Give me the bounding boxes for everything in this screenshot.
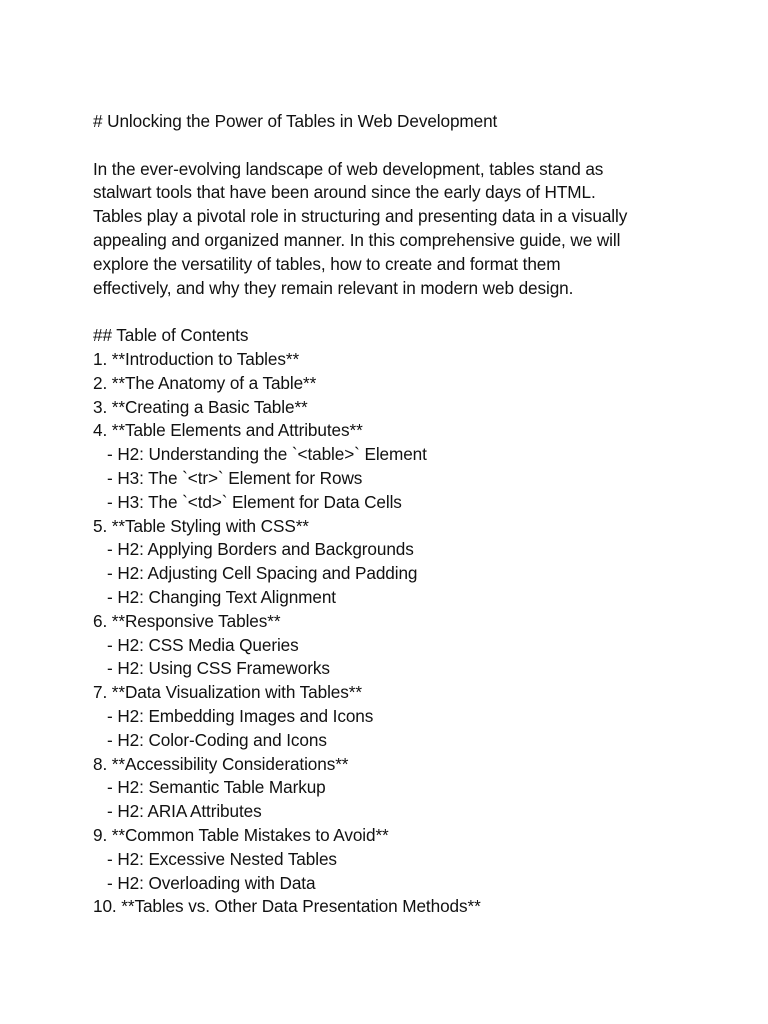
intro-line: stalwart tools that have been around since the early days of HTML. [93,182,596,203]
document-title: # Unlocking the Power of Tables in Web Development [93,111,498,131]
blank-line [93,300,713,324]
intro-line: explore the versatility of tables, how to create and format them [93,253,561,274]
toc-subitem: - H2: Color-Coding and Icons [93,729,327,750]
document-body [93,110,713,919]
toc-item: 5. **Table Styling with CSS** [93,515,309,536]
toc-list [93,348,713,919]
toc-item: 9. **Common Table Mistakes to Avoid** [93,824,389,845]
toc-item: 8. **Accessibility Considerations** [93,753,349,774]
intro-line: appealing and organized manner. In this comprehensive guide, we will [93,229,621,250]
intro-line: In the ever-evolving landscape of web development, tables stand as [93,158,604,179]
intro-line: Tables play a pivotal role in structuring and presenting data in a visually [93,206,628,227]
toc-item: 2. **The Anatomy of a Table** [93,372,317,393]
toc-subitem: - H2: Embedding Images and Icons [93,705,374,726]
toc-subitem: - H3: The `<tr>` Element for Rows [93,467,363,488]
toc-item: 7. **Data Visualization with Tables** [93,682,362,703]
toc-item: 4. **Table Elements and Attributes** [93,420,363,441]
toc-item: 1. **Introduction to Tables** [93,348,300,369]
toc-item: 10. **Tables vs. Other Data Presentation Methods** [93,896,481,917]
toc-subitem: - H2: Semantic Table Markup [93,777,326,798]
toc-subitem: - H2: Adjusting Cell Spacing and Padding [93,563,418,584]
toc-subitem: - H2: Using CSS Frameworks [93,658,330,679]
toc-subitem: - H2: Changing Text Alignment [93,586,336,607]
toc-heading: ## Table of Contents [93,325,249,346]
toc-subitem: - H2: Understanding the `<table>` Element [93,444,427,465]
toc-subitem: - H2: CSS Media Queries [93,634,299,655]
toc-subitem: - H3: The `<td>` Element for Data Cells [93,491,402,512]
toc-item: 3. **Creating a Basic Table** [93,396,308,417]
toc-subitem: - H2: Applying Borders and Backgrounds [93,539,414,560]
toc-subitem: - H2: Overloading with Data [93,872,316,893]
toc-subitem: - H2: ARIA Attributes [93,801,262,822]
blank-line [93,134,713,158]
toc-subitem: - H2: Excessive Nested Tables [93,848,337,869]
intro-paragraph [93,158,713,301]
toc-item: 6. **Responsive Tables** [93,610,281,631]
intro-line: effectively, and why they remain relevant in modern web design. [93,277,574,298]
